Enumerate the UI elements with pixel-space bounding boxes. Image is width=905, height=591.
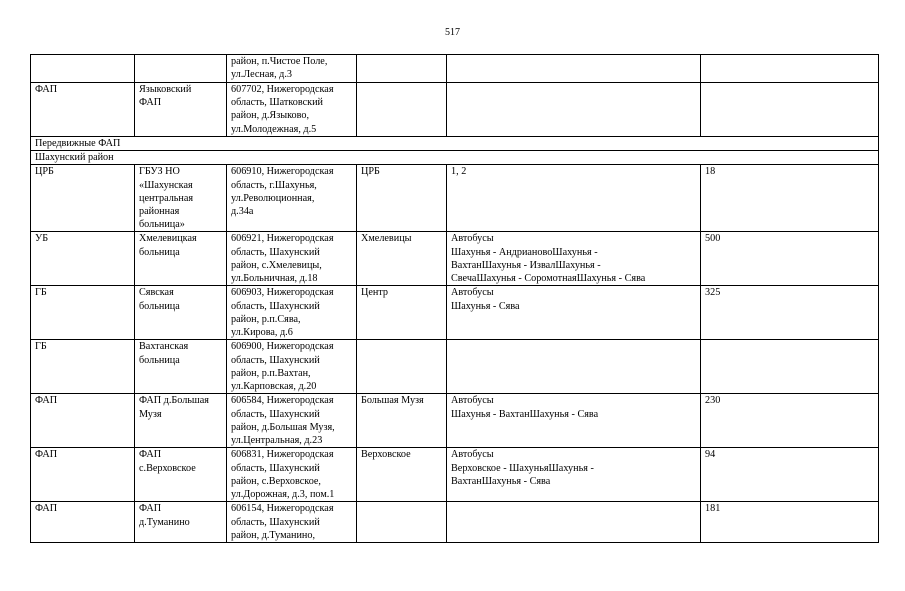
table-row: [31, 286, 879, 340]
address-cell: 606910, Нижегородская область, г.Шахунья, ул.Революционная, д.34а: [227, 165, 357, 232]
section-heading: Передвижные ФАП: [31, 137, 879, 151]
routes-cell: [447, 83, 701, 137]
table-row: [31, 394, 879, 448]
name-cell: [135, 55, 227, 83]
table-row: [31, 232, 879, 286]
address-cell: 606900, Нижегородская область, Шахунский район, р.п.Вахтан, ул.Карповская, д.20: [227, 340, 357, 394]
section-heading: Шахунский район: [31, 151, 879, 165]
routes-cell: 1, 2: [447, 165, 701, 232]
address-cell: 606921, Нижегородская область, Шахунский район, с.Хмелевицы, ул.Больничная, д.18: [227, 232, 357, 286]
page-number: 517: [445, 27, 460, 38]
facilities-table: [30, 54, 879, 543]
name-cell: Хмелевицкая больница: [135, 232, 227, 286]
locality-cell: Верховское: [357, 448, 447, 502]
name-cell: ФАП д.Большая Музя: [135, 394, 227, 448]
locality-cell: [357, 340, 447, 394]
table-row: [31, 55, 879, 83]
routes-cell: Автобусы Шахунья - ВахтанШахунья - Сява: [447, 394, 701, 448]
routes-cell: Автобусы Шахунья - Сява: [447, 286, 701, 340]
type-cell: УБ: [31, 232, 135, 286]
locality-cell: [357, 55, 447, 83]
type-cell: ФАП: [31, 83, 135, 137]
table-row: [31, 448, 879, 502]
locality-cell: Центр: [357, 286, 447, 340]
locality-cell: Хмелевицы: [357, 232, 447, 286]
address-cell: 606154, Нижегородская область, Шахунский район, д.Туманино,: [227, 502, 357, 543]
name-cell: ФАП с.Верховское: [135, 448, 227, 502]
address-cell: 606831, Нижегородская область, Шахунский район, с.Верховское, ул.Дорожная, д.3, пом.1: [227, 448, 357, 502]
distance-cell: 94: [701, 448, 879, 502]
distance-cell: 500: [701, 232, 879, 286]
address-cell: 606903, Нижегородская область, Шахунский район, р.п.Сява, ул.Кирова, д.6: [227, 286, 357, 340]
distance-cell: 325: [701, 286, 879, 340]
routes-cell: [447, 340, 701, 394]
distance-cell: 18: [701, 165, 879, 232]
address-cell: район, п.Чистое Поле, ул.Лесная, д.3: [227, 55, 357, 83]
locality-cell: [357, 83, 447, 137]
name-cell: Сявская больница: [135, 286, 227, 340]
locality-cell: Большая Музя: [357, 394, 447, 448]
type-cell: ГБ: [31, 286, 135, 340]
distance-cell: 230: [701, 394, 879, 448]
table-row: [31, 165, 879, 232]
routes-cell: Автобусы Шахунья - АндриановоШахунья - ВахтанШахунья - ИзвалШахунья - СвечаШахунья - СоромотнаяШахунья - Сява: [447, 232, 701, 286]
name-cell: ГБУЗ НО «Шахунская центральная районная больница»: [135, 165, 227, 232]
routes-cell: [447, 55, 701, 83]
locality-cell: [357, 502, 447, 543]
name-cell: Вахтанская больница: [135, 340, 227, 394]
distance-cell: [701, 83, 879, 137]
type-cell: ФАП: [31, 502, 135, 543]
type-cell: ФАП: [31, 448, 135, 502]
table-row: [31, 83, 879, 137]
table-body: [31, 55, 879, 543]
section-row: [31, 151, 879, 165]
type-cell: ФАП: [31, 394, 135, 448]
type-cell: ГБ: [31, 340, 135, 394]
locality-cell: ЦРБ: [357, 165, 447, 232]
distance-cell: [701, 340, 879, 394]
table-row: [31, 502, 879, 543]
table-row: [31, 340, 879, 394]
type-cell: [31, 55, 135, 83]
name-cell: Языковский ФАП: [135, 83, 227, 137]
distance-cell: [701, 55, 879, 83]
address-cell: 607702, Нижегородская область, Шатковский район, д.Языково, ул.Молодежная, д.5: [227, 83, 357, 137]
routes-cell: [447, 502, 701, 543]
type-cell: ЦРБ: [31, 165, 135, 232]
routes-cell: Автобусы Верховское - ШахуньяШахунья - ВахтанШахунья - Сява: [447, 448, 701, 502]
address-cell: 606584, Нижегородская область, Шахунский район, д.Большая Музя, ул.Центральная, д.23: [227, 394, 357, 448]
section-row: [31, 137, 879, 151]
name-cell: ФАП д.Туманино: [135, 502, 227, 543]
distance-cell: 181: [701, 502, 879, 543]
